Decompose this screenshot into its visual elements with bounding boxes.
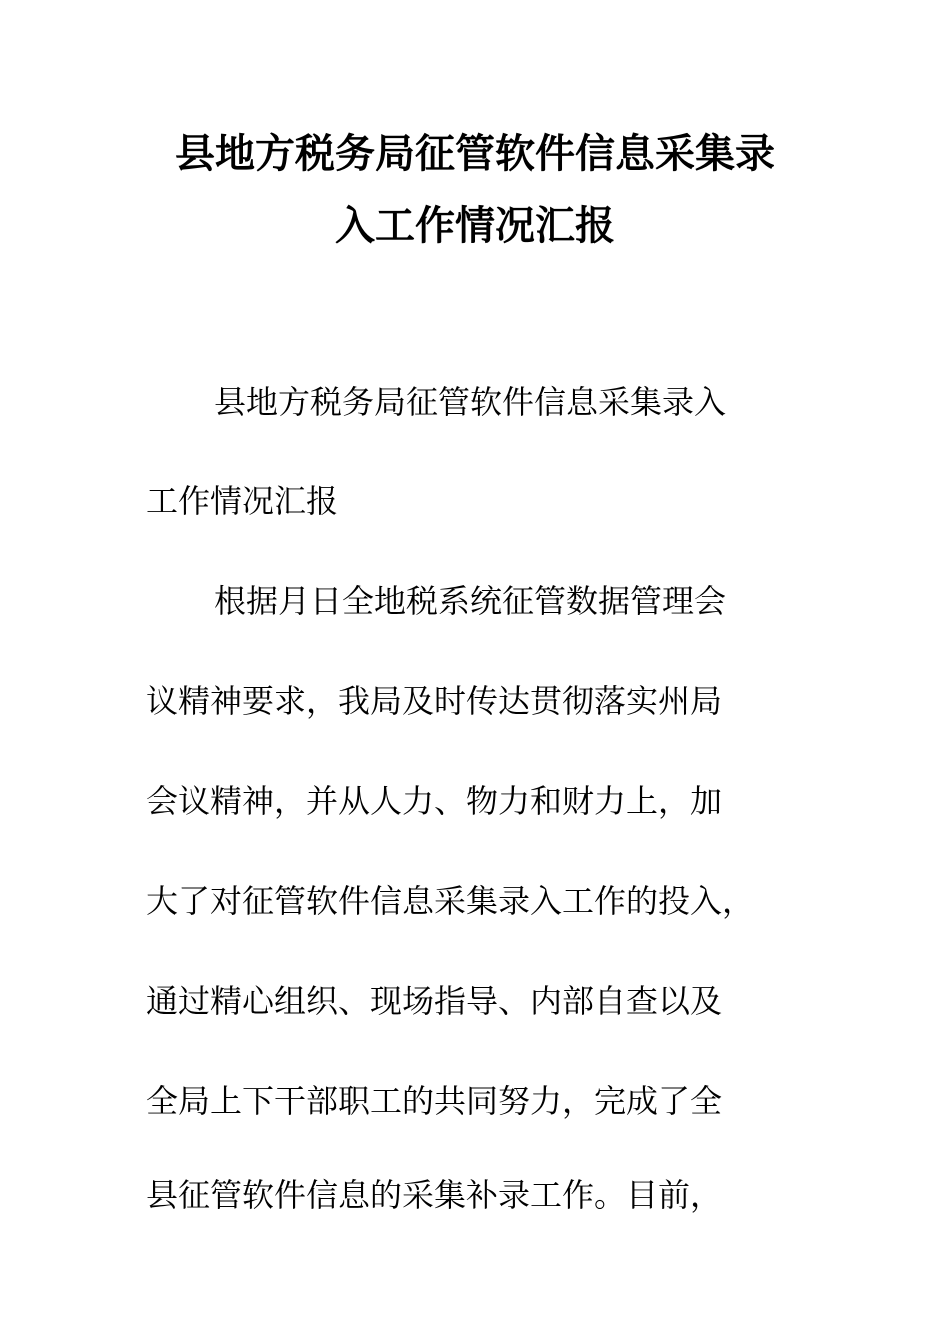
body-line-2: 工作情况汇报 <box>146 482 339 520</box>
body-line-1: 县地方税务局征管软件信息采集录入 <box>214 383 727 421</box>
body-line-4: 议精神要求，我局及时传达贯彻落实州局 <box>146 682 723 720</box>
body-line-9: 县征管软件信息的采集补录工作。目前， <box>146 1176 723 1214</box>
body-line-7: 通过精心组织、现场指导、内部自查以及 <box>146 982 723 1020</box>
body-line-3: 根据月日全地税系统征管数据管理会 <box>214 582 727 620</box>
body-line-6: 大了对征管软件信息采集录入工作的投入， <box>146 882 755 920</box>
body-line-5: 会议精神，并从人力、物力和财力上，加 <box>146 782 723 820</box>
document-title-line-1: 县地方税务局征管软件信息采集录 <box>175 130 775 177</box>
body-line-8: 全局上下干部职工的共同努力，完成了全 <box>146 1082 723 1120</box>
document-title-line-2: 入工作情况汇报 <box>335 202 615 249</box>
